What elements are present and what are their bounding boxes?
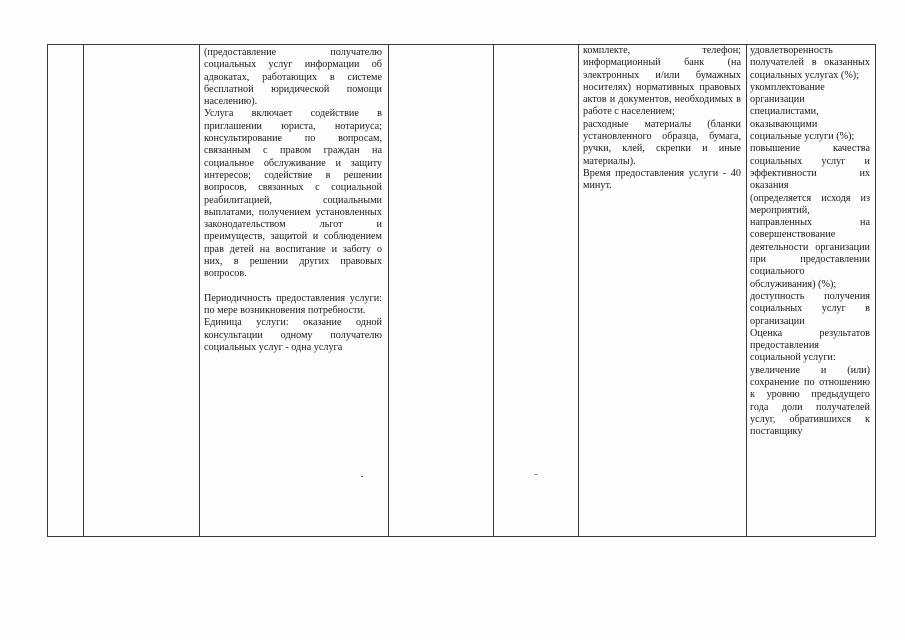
table-right-border: [875, 44, 876, 537]
column-divider-3: [388, 44, 389, 537]
periodicity-paragraph: Периодичность предоставления услуги: по мере возникновения потребности.: [204, 292, 382, 316]
scan-speck: [535, 474, 537, 475]
paragraph-gap: [204, 281, 382, 293]
service-conditions-cell: [583, 45, 741, 193]
indicator-paragraph: доступность получения социальных услуг в организации: [750, 290, 870, 327]
quality-indicators-cell: [750, 45, 870, 439]
table-left-border: [47, 44, 48, 537]
description-paragraph: (предоставление получателю социальных услуг информации об адвокатах, работающих в системе бесплатной юридической помощи населению).: [204, 47, 382, 108]
indicator-paragraph: (определяется исходя из мероприятий, направленных на совершенствование деятельности организации при предоставлении социального обслуживания) (%);: [750, 192, 870, 290]
column-divider-6: [746, 44, 747, 537]
indicator-paragraph: удовлетворенность получателей в оказанных социальных услугах (%);: [750, 45, 870, 81]
conditions-paragraph: комплекте, телефон; информационный банк (на электронных и/или бумажных носителях) нормативных правовых актов и документов, необходимых в работе с населением;: [583, 45, 741, 118]
column-divider-4: [493, 44, 494, 537]
table-bottom-border: [47, 536, 876, 537]
description-paragraph: Услуга включает содействие в приглашении юриста, нотариуса; консультирование по вопросам, связанным с правом граждан на социальное обслуживание и защиту интересов; содействие в решении вопросов, связанных с социальной реабилитацией, социальными выплатами, получением установленных законодательством льгот и преимуществ, защитой и соблюдением прав детей на воспитание и заботу о них, в решении других правовых вопросов.: [204, 108, 382, 280]
column-divider-2: [199, 44, 200, 537]
service-time-paragraph: Время предоставления услуги - 40 минут.: [583, 167, 741, 192]
service-unit-paragraph: Единица услуги: оказание одной консультации одному получателю социальных услуг - одна услуга: [204, 317, 382, 353]
indicator-paragraph: укомплектование организации специалистами, оказывающими социальные услуги (%);: [750, 81, 855, 143]
indicator-paragraph: повышение качества социальных услуг и эффективности их оказания: [750, 143, 870, 192]
column-divider-5: [578, 44, 579, 537]
scan-speck: [361, 476, 363, 477]
evaluation-heading: Оценка результатов предоставления социальной услуги:: [750, 327, 870, 364]
indicator-paragraph: увеличение и (или) сохранение по отношению к уровню предыдущего года доли получателей услуг, обратившихся к поставщику: [750, 364, 870, 438]
conditions-paragraph: расходные материалы (бланки установленного образца, бумага, ручки, клей, скрепки и иные материалы).: [583, 118, 741, 167]
column-divider-1: [83, 44, 84, 537]
service-description-cell: [204, 47, 382, 354]
